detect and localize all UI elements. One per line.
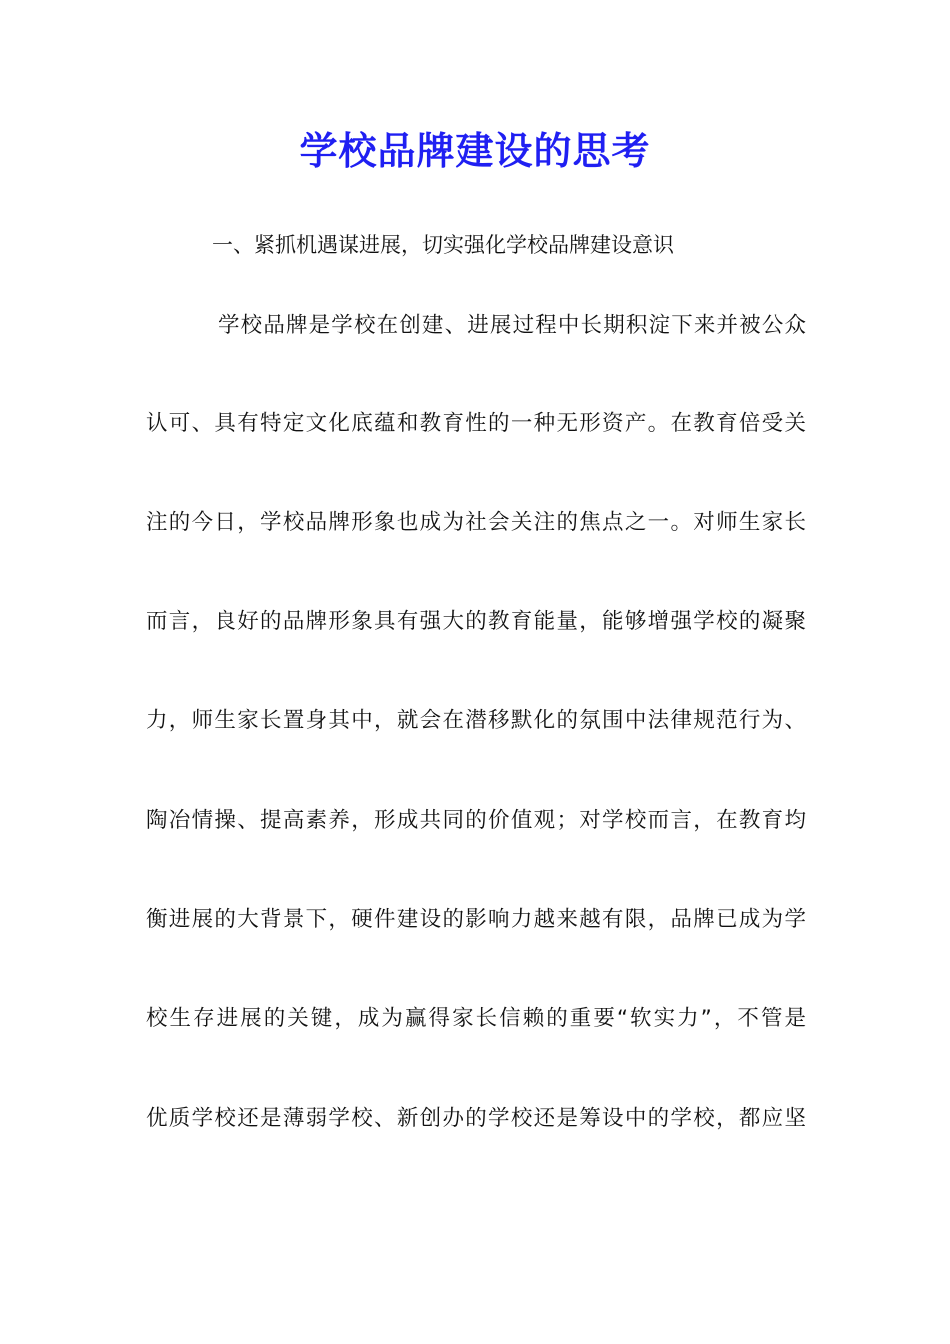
paragraph-line: 陶冶情操、提高素养，形成共同的价值观；对学校而言，在教育均: [146, 808, 806, 833]
document-title: 学校品牌建设的思考: [299, 128, 651, 173]
paragraph-line: 注的今日，学校品牌形象也成为社会关注的焦点之一。对师生家长: [146, 510, 806, 535]
paragraph-line: 力，师生家长置身其中，就会在潜移默化的氛围中法律规范行为、: [146, 708, 806, 733]
paragraph-line: 认可、具有特定文化底蕴和教育性的一种无形资产。在教育倍受关: [146, 411, 806, 436]
paragraph-line: 衡进展的大背景下，硬件建设的影响力越来越有限，品牌已成为学: [146, 907, 806, 932]
paragraph-line: 校生存进展的关键，成为赢得家长信赖的重要“软实力”，不管是: [146, 1006, 806, 1031]
paragraph-line: 而言，良好的品牌形象具有强大的教育能量，能够增强学校的凝聚: [146, 609, 806, 634]
paragraph-line: 优质学校还是薄弱学校、新创办的学校还是筹设中的学校，都应坚: [146, 1106, 806, 1131]
section-heading: 一、紧抓机遇谋进展，切实强化学校品牌建设意识: [212, 233, 674, 257]
paragraph-line: 学校品牌是学校在创建、进展过程中长期积淀下来并被公众: [218, 313, 806, 338]
